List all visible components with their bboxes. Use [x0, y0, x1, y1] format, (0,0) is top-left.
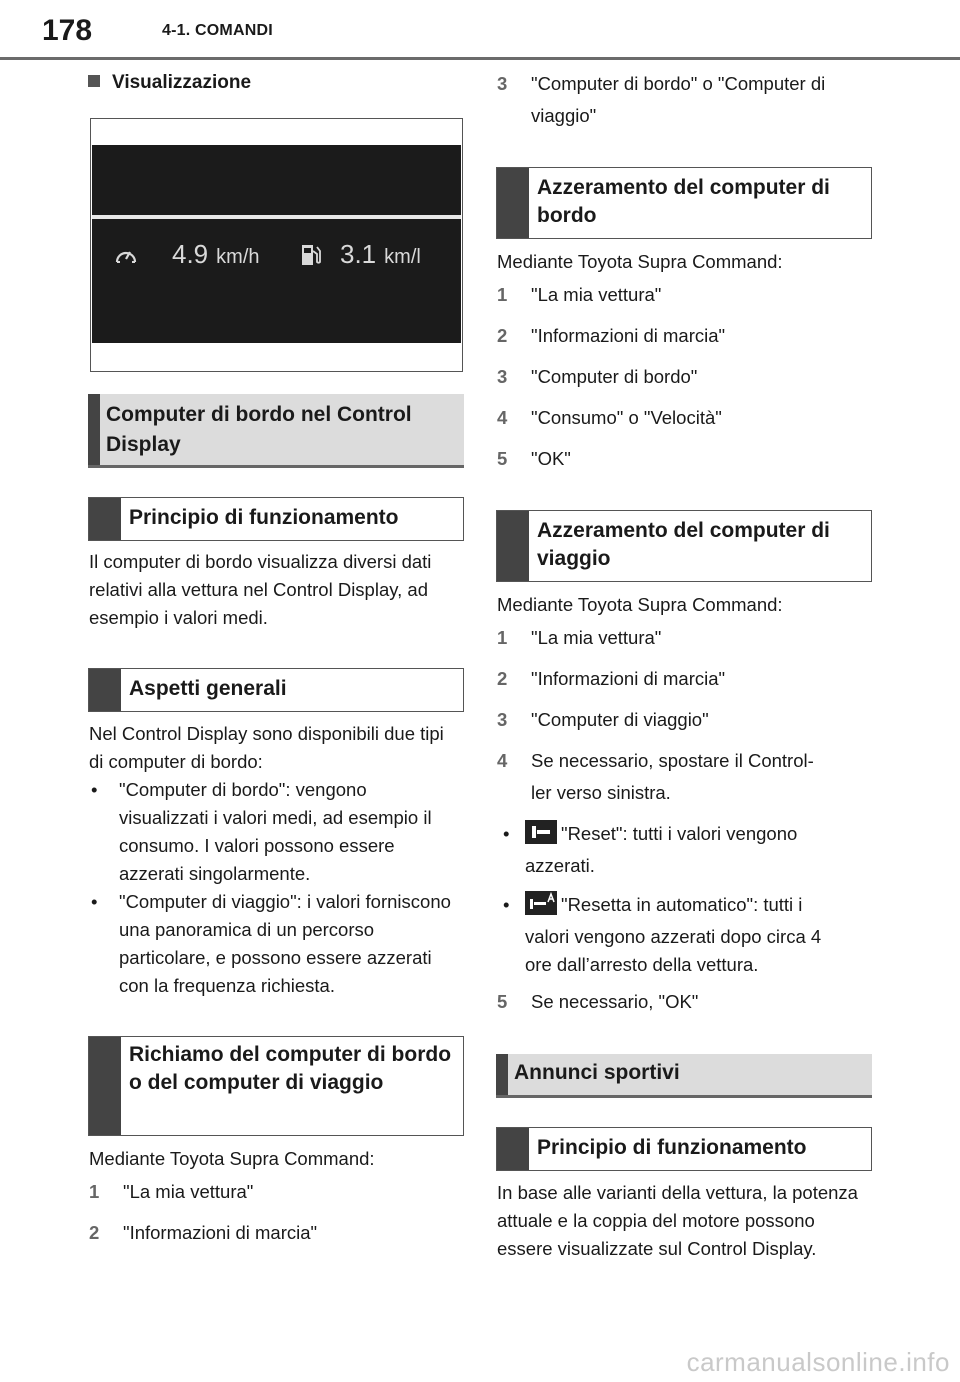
heading-text: Aspetti generali	[129, 677, 287, 700]
step-text: "La mia vettura"	[531, 627, 662, 648]
heading-bar	[89, 498, 121, 540]
step-text: "Informazioni di marcia"	[531, 325, 726, 346]
step-text: "Consumo" o "Velocità"	[531, 407, 722, 428]
heading-text: Principio di funzionamento	[537, 1136, 807, 1159]
heading-bar	[497, 1128, 529, 1170]
step-text: Se necessario, "OK"	[531, 991, 699, 1012]
step-item	[89, 1217, 461, 1248]
speed-value: 4.9	[172, 239, 209, 269]
step-text: "La mia vettura"	[531, 284, 662, 305]
step-item	[497, 622, 873, 653]
step-number: 1	[89, 1181, 100, 1202]
step-text: "Informazioni di marcia"	[123, 1222, 318, 1243]
paragraph-aspetti: Nel Control Display sono disponibili due tipi di computer di bordo:	[89, 723, 444, 772]
list-item: • "Computer di bordo": vengono visualizzati i valori medi, ad esempio il consumo. I valori possono essere azzerati singolarmente.	[89, 776, 461, 888]
step-text: "Informazioni di marcia"	[531, 668, 726, 689]
step-number: 3	[497, 73, 508, 94]
step-item	[497, 402, 873, 433]
heading-bar	[496, 1054, 508, 1095]
bullet-reset	[497, 818, 873, 882]
section-heading-visualizzazione	[88, 72, 251, 94]
step-text-line: ler verso sinistra.	[531, 782, 671, 803]
bullet-text-line	[525, 889, 875, 920]
step-number: 4	[497, 750, 508, 771]
step-number: 1	[497, 284, 508, 305]
list-item: • "Computer di viaggio": i valori forniscono una panoramica di un percorso particolare, e possono essere azzerati con la frequenza richiesta.	[89, 888, 461, 1000]
consumption-unit: km/l	[384, 246, 421, 268]
heading-bar	[88, 394, 100, 465]
consumption-readout	[340, 239, 421, 270]
heading-text: Computer di bordo nel Control Display	[106, 403, 412, 456]
paragraph-mediante: Mediante Toyota Supra Command:	[89, 1148, 375, 1169]
step-number: 2	[497, 668, 508, 689]
auto-bullet-line3: ore dall’arresto della vettura.	[525, 954, 759, 975]
heading-richiamo-computer	[88, 1036, 464, 1136]
heading-text: Azzeramento del computer di bordo	[537, 176, 830, 227]
speed-unit: km/h	[216, 246, 260, 268]
heading-azzeramento-bordo	[496, 167, 872, 239]
step-item	[497, 986, 873, 1017]
heading-text: Principio di funzionamento	[129, 506, 399, 529]
chapter-title: 4-1. COMANDI	[162, 22, 273, 39]
auto-bullet-line1: "Resetta in automatico": tutti i	[561, 894, 803, 915]
heading-principio-funzionamento-2	[496, 1127, 872, 1171]
step-item	[497, 320, 873, 351]
auto-reset-icon	[525, 891, 557, 915]
step-number: 4	[497, 407, 508, 428]
step-text-line: Se necessario, spostare il Control-	[531, 750, 814, 771]
step-item	[497, 279, 873, 310]
step-item	[497, 745, 873, 807]
heading-aspetti-generali	[88, 668, 464, 712]
page-header	[0, 0, 960, 60]
bullet-list-computer-types	[89, 776, 461, 1000]
heading-bar	[497, 168, 529, 238]
watermark: carmanualsonline.info	[686, 1347, 950, 1377]
fuel-pump-icon	[300, 242, 322, 268]
reset-bullet-line2: azzerati.	[525, 855, 595, 876]
bullet-text-line	[525, 818, 875, 849]
step-text: "Computer di viaggio"	[531, 709, 709, 730]
step-item	[89, 1176, 461, 1207]
step-text-line: "Computer di bordo" o "Computer di	[531, 73, 826, 94]
heading-text: Azzeramento del computer di viaggio	[537, 519, 830, 570]
bullet-dot: •	[503, 823, 510, 844]
step-number: 5	[497, 991, 508, 1012]
step-number: 5	[497, 448, 508, 469]
square-bullet-icon	[88, 75, 100, 87]
page-number: 178	[42, 14, 93, 47]
heading-annunci-sportivi	[496, 1054, 872, 1098]
speedometer-icon	[114, 244, 138, 266]
step-item	[497, 443, 873, 474]
reset-bullet-line1: "Reset": tutti i valori vengono	[561, 823, 798, 844]
header-rule	[0, 57, 960, 60]
heading-computer-control-display	[88, 394, 464, 468]
display-divider	[92, 215, 461, 219]
step-number: 1	[497, 627, 508, 648]
heading-principio-funzionamento	[88, 497, 464, 541]
step-text: "La mia vettura"	[123, 1181, 254, 1202]
step-number: 3	[497, 366, 508, 387]
heading-azzeramento-viaggio	[496, 510, 872, 582]
paragraph-principio: Il computer di bordo visualizza diversi dati relativi alla vettura nel Control Display, ad esempio i valori medi.	[89, 551, 432, 628]
bullet-auto-reset	[497, 889, 873, 981]
bullet-dot: •	[503, 894, 510, 915]
step-number: 2	[497, 325, 508, 346]
control-display-illustration	[90, 118, 463, 372]
step-text: "Computer di bordo"	[531, 366, 698, 387]
step-item	[497, 68, 873, 130]
reset-icon	[525, 820, 557, 844]
step-number: 3	[497, 709, 508, 730]
heading-bar	[497, 511, 529, 581]
paragraph-mediante: Mediante Toyota Supra Command:	[497, 251, 783, 272]
auto-bullet-line2: valori vengono azzerati dopo circa 4	[525, 926, 822, 947]
paragraph-annunci: In base alle varianti della vettura, la potenza attuale e la coppia del motore possono essere visualizzate sul Control Display.	[497, 1182, 858, 1259]
step-item	[497, 704, 873, 735]
heading-text: Annunci sportivi	[514, 1061, 680, 1084]
section-heading-text: Visualizzazione	[112, 72, 252, 93]
speed-readout	[172, 239, 260, 270]
paragraph-mediante: Mediante Toyota Supra Command:	[497, 594, 783, 615]
step-text-line: viaggio"	[531, 105, 597, 126]
step-item	[497, 361, 873, 392]
heading-text: Richiamo del computer di bordo o del computer di viaggio	[129, 1043, 452, 1094]
step-number: 2	[89, 1222, 100, 1243]
step-item	[497, 663, 873, 694]
display-screen	[92, 145, 461, 343]
heading-bar	[89, 1037, 121, 1135]
consumption-value: 3.1	[340, 239, 377, 269]
step-text: "OK"	[531, 448, 571, 469]
heading-bar	[89, 669, 121, 711]
